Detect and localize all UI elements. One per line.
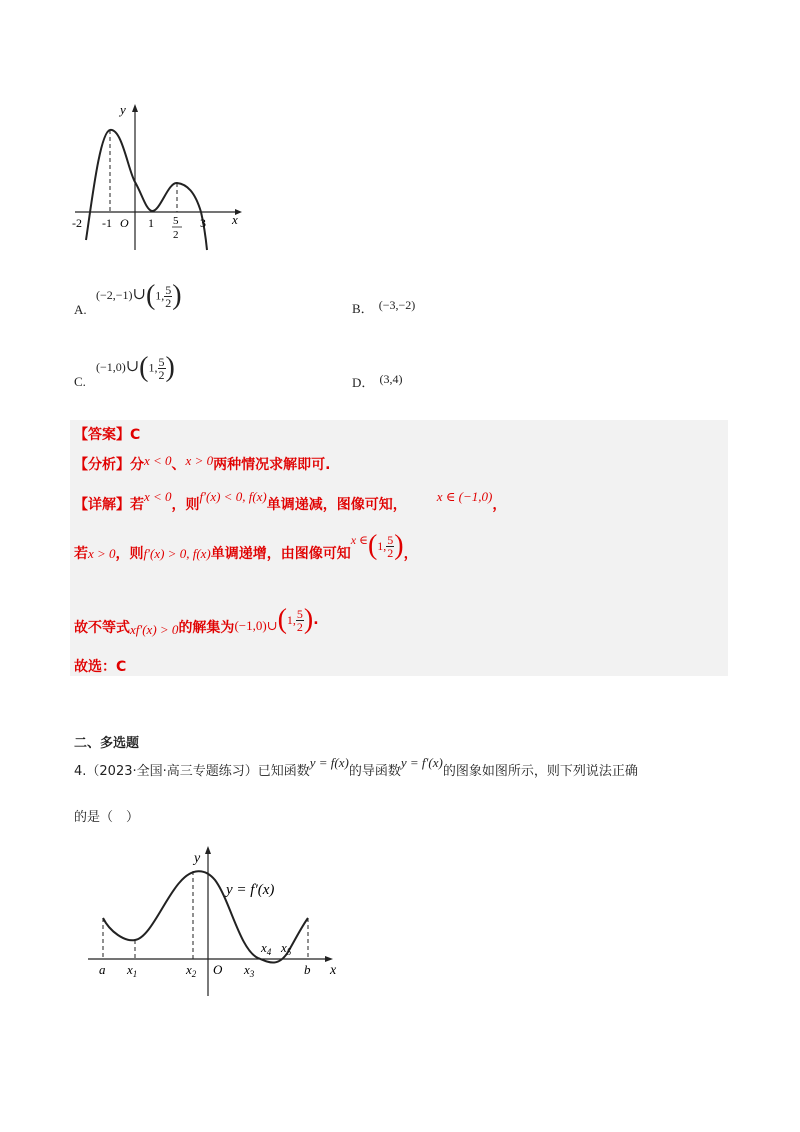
- analysis-cond1: x < 0: [144, 453, 172, 468]
- option-a-math: (−2,−1)∪(1, $\frac{5}{2}$ ): [96, 280, 182, 311]
- tick-3: 3: [200, 216, 206, 230]
- detail2-math: f′(x) > 0, f(x): [143, 546, 211, 561]
- detail-text-a: 若: [130, 497, 144, 513]
- curve-f-prime: [86, 130, 207, 250]
- analysis-text-a: 分: [130, 457, 144, 473]
- option-c-frac-den: 2: [158, 367, 165, 382]
- detail-text-d: ，: [492, 497, 507, 513]
- option-d-label: D．: [352, 375, 375, 390]
- option-c-frac-num: 5: [158, 354, 165, 369]
- question-math-2: y = f′(x): [400, 755, 443, 770]
- detail3-interval1: (−1,0)∪: [234, 618, 278, 633]
- question-math-1: y = f(x): [309, 755, 349, 770]
- y-axis-arrow: [132, 104, 138, 112]
- graph2-x-label: x: [330, 963, 337, 978]
- detail2-text-b: ，则: [115, 546, 144, 562]
- analysis-text-b: 两种情况求解即可.: [213, 457, 331, 473]
- option-a-label: A.: [74, 302, 87, 317]
- detail2-frac-num: 5: [387, 532, 394, 547]
- detail2-text-a: 若: [74, 546, 88, 562]
- tick-frac-den: 2: [173, 229, 179, 241]
- option-b-label: B．: [352, 301, 374, 316]
- detail2-text-c: 单调递增，由图像可知: [210, 546, 351, 562]
- question-mid: 的导函数: [348, 764, 401, 779]
- detail-line-2: 若x > 0，则f′(x) > 0, f(x)单调递增，由图像可知x ∈(1, $\frac{5}{2}$ )，: [74, 530, 418, 562]
- option-c-interval2: 1,: [148, 360, 158, 375]
- option-b-math: (−3,−2): [378, 298, 416, 312]
- tick-frac-num: 5: [173, 215, 179, 227]
- detail2-frac-den: 2: [387, 545, 394, 560]
- choice-text: 故选：C: [74, 659, 127, 675]
- option-d[interactable]: [352, 372, 552, 392]
- section-title: 二、多选题: [74, 736, 140, 751]
- detail2-cond: x > 0: [88, 546, 116, 561]
- option-a-frac-den: 2: [165, 295, 172, 310]
- question-tail: 的图象如图所示，则下列说法正确: [442, 764, 638, 779]
- tick-1: 1: [148, 216, 154, 230]
- choice-line: [74, 656, 126, 676]
- detail2-interval: 1,: [377, 539, 387, 553]
- graph2-label-x4: $x_4$: [261, 940, 272, 957]
- question-number: 4.: [74, 764, 87, 779]
- tick-minus-1: -1: [102, 216, 112, 230]
- analysis-tag: 【分析】: [74, 457, 130, 473]
- graph2-label-x5: $x_5$: [281, 940, 292, 957]
- option-a-interval1: (−2,−1): [96, 288, 133, 303]
- graph2-x-axis-arrow: [325, 956, 333, 962]
- graph2-label-x1: $x_1$: [127, 962, 138, 979]
- graph1-x-label: x: [232, 212, 238, 227]
- graph2-origin: O: [213, 962, 223, 977]
- graph1-origin: O: [120, 216, 129, 230]
- answer-line: [74, 424, 140, 444]
- answer-tag: 【答案】: [74, 427, 130, 443]
- answer-value: C: [130, 427, 141, 443]
- detail3-frac-den: 2: [296, 619, 303, 634]
- graph1-y-label: y: [120, 102, 126, 117]
- graph2-curve-label: y = f′(x): [226, 882, 275, 898]
- option-c-label: C.: [74, 374, 86, 389]
- detail2-text-d: ，: [403, 546, 418, 562]
- detail3-frac-num: 5: [296, 606, 303, 621]
- graph2-y-label: y: [194, 851, 201, 866]
- detail2-math2-prefix: x ∈: [350, 533, 368, 547]
- option-d-math: (3,4): [379, 372, 403, 386]
- analysis-sep: 、: [171, 457, 186, 473]
- detail-line-1: [74, 489, 507, 514]
- detail-math2: x ∈ (−1,0): [436, 489, 493, 504]
- graph2-curve: [103, 871, 308, 962]
- graph-1: [70, 100, 250, 260]
- analysis-line: [74, 454, 330, 474]
- graph2-label-x2: $x_2$: [186, 962, 197, 979]
- detail-line-3: 故不等式xf′(x) > 0的解集为(−1,0)∪(1, $\frac{5}{2}$ ).: [74, 604, 319, 637]
- detail3-text-c: .: [313, 612, 319, 628]
- analysis-cond2: x > 0: [185, 453, 214, 468]
- detail3-interval2: 1,: [286, 613, 296, 627]
- detail-cond: x < 0: [144, 489, 172, 504]
- question-4-line-1: [74, 755, 638, 779]
- graph2-label-b: b: [304, 962, 311, 977]
- option-c-interval1: (−1,0): [96, 360, 126, 375]
- graph2-label-a: a: [99, 962, 106, 977]
- detail3-math: xf′(x) > 0: [130, 622, 179, 637]
- detail-math: f′(x) < 0, f(x): [199, 489, 267, 504]
- detail-tag: 【详解】: [74, 497, 130, 513]
- tick-minus-2: -2: [72, 216, 82, 230]
- option-a-interval2: 1,: [155, 288, 165, 303]
- graph-2: [80, 840, 360, 1000]
- option-c[interactable]: [74, 352, 334, 392]
- detail3-text-a: 故不等式: [74, 620, 130, 636]
- option-a[interactable]: [74, 280, 334, 320]
- option-c-math: (−1,0)∪(1, $\frac{5}{2}$ ): [96, 352, 175, 383]
- graph2-label-x3: $x_3$: [244, 962, 255, 979]
- detail-text-b: ，则: [171, 497, 200, 513]
- option-a-frac-num: 5: [165, 282, 172, 297]
- option-b[interactable]: [352, 298, 552, 318]
- detail3-text-b: 的解集为: [178, 620, 235, 636]
- detail-text-c: 单调递减，图像可知，: [266, 497, 407, 513]
- question-4-line-2: 的是（ ）: [74, 810, 140, 825]
- question-source: （2023·全国·高三专题练习）已知函数: [86, 764, 310, 779]
- graph2-y-axis-arrow: [205, 846, 211, 854]
